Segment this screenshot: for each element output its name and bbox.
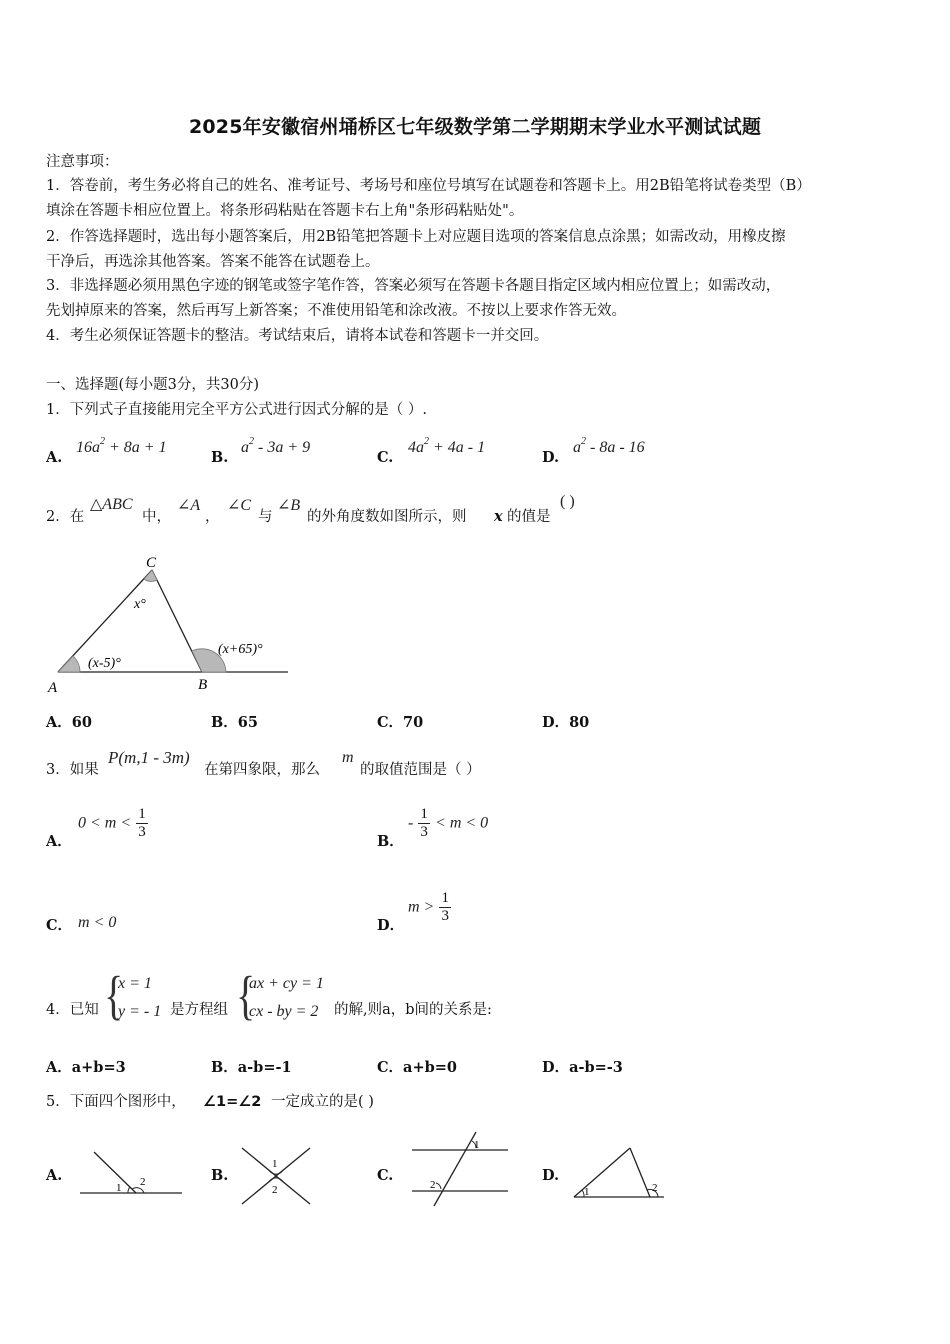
q2-text: 的外角度数如图所示，则 — [307, 509, 467, 525]
notice-line: 3．非选择题必须用黑色字迹的钢笔或签字笔作答，答案必须写在答题卡各题目指定区域内相应位置上；如需改动， — [46, 278, 781, 294]
section-heading: 一、选择题(每小题3分，共30分) — [46, 377, 259, 393]
angle-c: ∠C — [227, 497, 252, 514]
question-2-num: 2．在 — [46, 509, 85, 525]
notice-line: 填涂在答题卡相应位置上。将条形码粘贴在答题卡右上角"条形码粘贴处"。 — [46, 203, 524, 219]
q1-option-b: $a^2 - 3a + 9$ — [241, 436, 311, 456]
q2-option-a: A．60 — [46, 714, 92, 731]
angle-b-value: (x+65)° — [218, 642, 263, 657]
system-row: cx - by = 2 — [249, 1003, 319, 1020]
system-row: ax + cy = 1 — [249, 975, 324, 992]
q4-option-d: D．a-b=-3 — [542, 1059, 623, 1076]
equation-system — [236, 964, 336, 1028]
vertex-a-label: A — [48, 680, 58, 696]
q4-option-c: C．a+b=0 — [377, 1059, 457, 1076]
q3-option-d: m > $\frac{1}{3}$ — [408, 890, 449, 924]
notice-line: 2．作答选择题时，选出每小题答案后，用2B铅笔把答题卡上对应题目选项的答案信息点涂黑；如需改动，用橡皮擦 — [46, 229, 786, 245]
svg-text:2: 2 — [272, 1184, 278, 1196]
q2-option-c: C．70 — [377, 714, 424, 731]
figure-d — [570, 1144, 668, 1204]
q3-variable: m — [342, 749, 354, 766]
notice-heading: 注意事项： — [46, 154, 119, 170]
question-1-stem: 1．下列式子直接能用完全平方公式进行因式分解的是（ ）. — [46, 402, 427, 418]
solution-system — [104, 964, 168, 1028]
angle-a: ∠A — [177, 497, 201, 514]
svg-text:1: 1 — [474, 1139, 480, 1151]
page-title: 2025年安徽宿州埇桥区七年级数学第二学期期末学业水平测试试题 — [188, 116, 762, 138]
angle-b: ∠B — [277, 497, 301, 514]
angle-a-mark — [58, 656, 80, 672]
system-row: y = - 1 — [118, 1003, 162, 1020]
q4-option-b: B．a-b=-1 — [211, 1059, 292, 1076]
notice-line: 干净后，再选涂其他答案。答案不能答在试题卷上。 — [46, 254, 380, 270]
q3-option-c: m < 0 — [78, 914, 117, 931]
option-label: D． — [377, 917, 405, 934]
q3-option-a: 0 < m < $\frac{1}{3}$ — [78, 806, 146, 840]
q3-option-b: - $\frac{1}{3}$ < m < 0 — [408, 806, 489, 840]
q2-text: 与 — [258, 509, 273, 525]
svg-text:1: 1 — [116, 1182, 122, 1194]
figure-a — [76, 1146, 186, 1202]
option-label: C. — [377, 1167, 394, 1184]
vertex-c-label: C — [146, 555, 157, 571]
option-label: D. — [542, 449, 560, 466]
q5-text: 一定成立的是( ) — [271, 1094, 374, 1110]
option-label: A. — [46, 449, 63, 466]
angle-a-value: (x-5)° — [88, 656, 121, 671]
figure-c — [408, 1128, 512, 1208]
question-5-num: 5．下面四个图形中， — [46, 1094, 186, 1110]
question-3-num: 3．如果 — [46, 762, 99, 778]
q3-text: 在第四象限，那么 — [204, 762, 320, 778]
svg-text:2: 2 — [430, 1179, 436, 1191]
figure-b — [236, 1142, 316, 1208]
notice-line: 1．答卷前，考生务必将自己的姓名、准考证号、考场号和座位号填写在试题卷和答题卡上。用2B铅笔将试卷类型（B） — [46, 178, 811, 194]
option-label: C． — [46, 917, 73, 934]
option-label: A． — [46, 833, 72, 850]
option-label: B. — [211, 1167, 229, 1184]
q3-text: 的取值范围是（ ） — [360, 762, 481, 778]
option-label: B. — [211, 449, 229, 466]
q2-text: ， — [205, 509, 220, 525]
triangle-abc: △ABC — [90, 496, 133, 513]
brace-icon: { — [104, 964, 124, 1026]
svg-text:2: 2 — [140, 1176, 146, 1188]
q2-option-b: B．65 — [211, 714, 258, 731]
vertex-b-label: B — [198, 677, 208, 693]
q1-option-c: $4a^2 + 4a - 1$ — [408, 436, 486, 456]
brace-icon: { — [236, 964, 256, 1026]
option-label: C. — [377, 449, 394, 466]
system-row: x = 1 — [118, 975, 152, 992]
q2-variable: x — [494, 508, 503, 525]
svg-text:1: 1 — [272, 1158, 278, 1170]
svg-text:2: 2 — [652, 1182, 658, 1194]
q1-option-a: $16a^2 + 8a + 1$ — [76, 436, 167, 456]
q4-option-a: A．a+b=3 — [46, 1059, 126, 1076]
notice-line: 4．考生必须保证答题卡的整洁。考试结束后，请将本试卷和答题卡一并交回。 — [46, 328, 549, 344]
point-p: P(m,1 - 3m) — [108, 748, 190, 767]
question-4-num: 4．已知 — [46, 1002, 99, 1018]
angle-equation: ∠1=∠2 — [203, 1094, 262, 1110]
q2-text: 的值是 — [507, 509, 551, 525]
option-label: B． — [377, 833, 404, 850]
q4-text: 的解,则a，b间的关系是: — [334, 1002, 492, 1018]
answer-paren: ( ) — [560, 493, 575, 510]
angle-c-value: x° — [134, 597, 146, 612]
svg-text:1: 1 — [584, 1186, 590, 1198]
q1-option-d: $a^2 - 8a - 16$ — [573, 436, 645, 456]
notice-line: 先划掉原来的答案，然后再写上新答案；不准使用铅笔和涂改液。不按以上要求作答无效。 — [46, 303, 626, 319]
option-label: A. — [46, 1167, 63, 1184]
triangle-figure — [40, 550, 300, 698]
q2-option-d: D．80 — [542, 714, 590, 731]
q2-text: 中， — [142, 509, 171, 525]
q4-text: 是方程组 — [170, 1002, 228, 1018]
option-label: D. — [542, 1167, 560, 1184]
